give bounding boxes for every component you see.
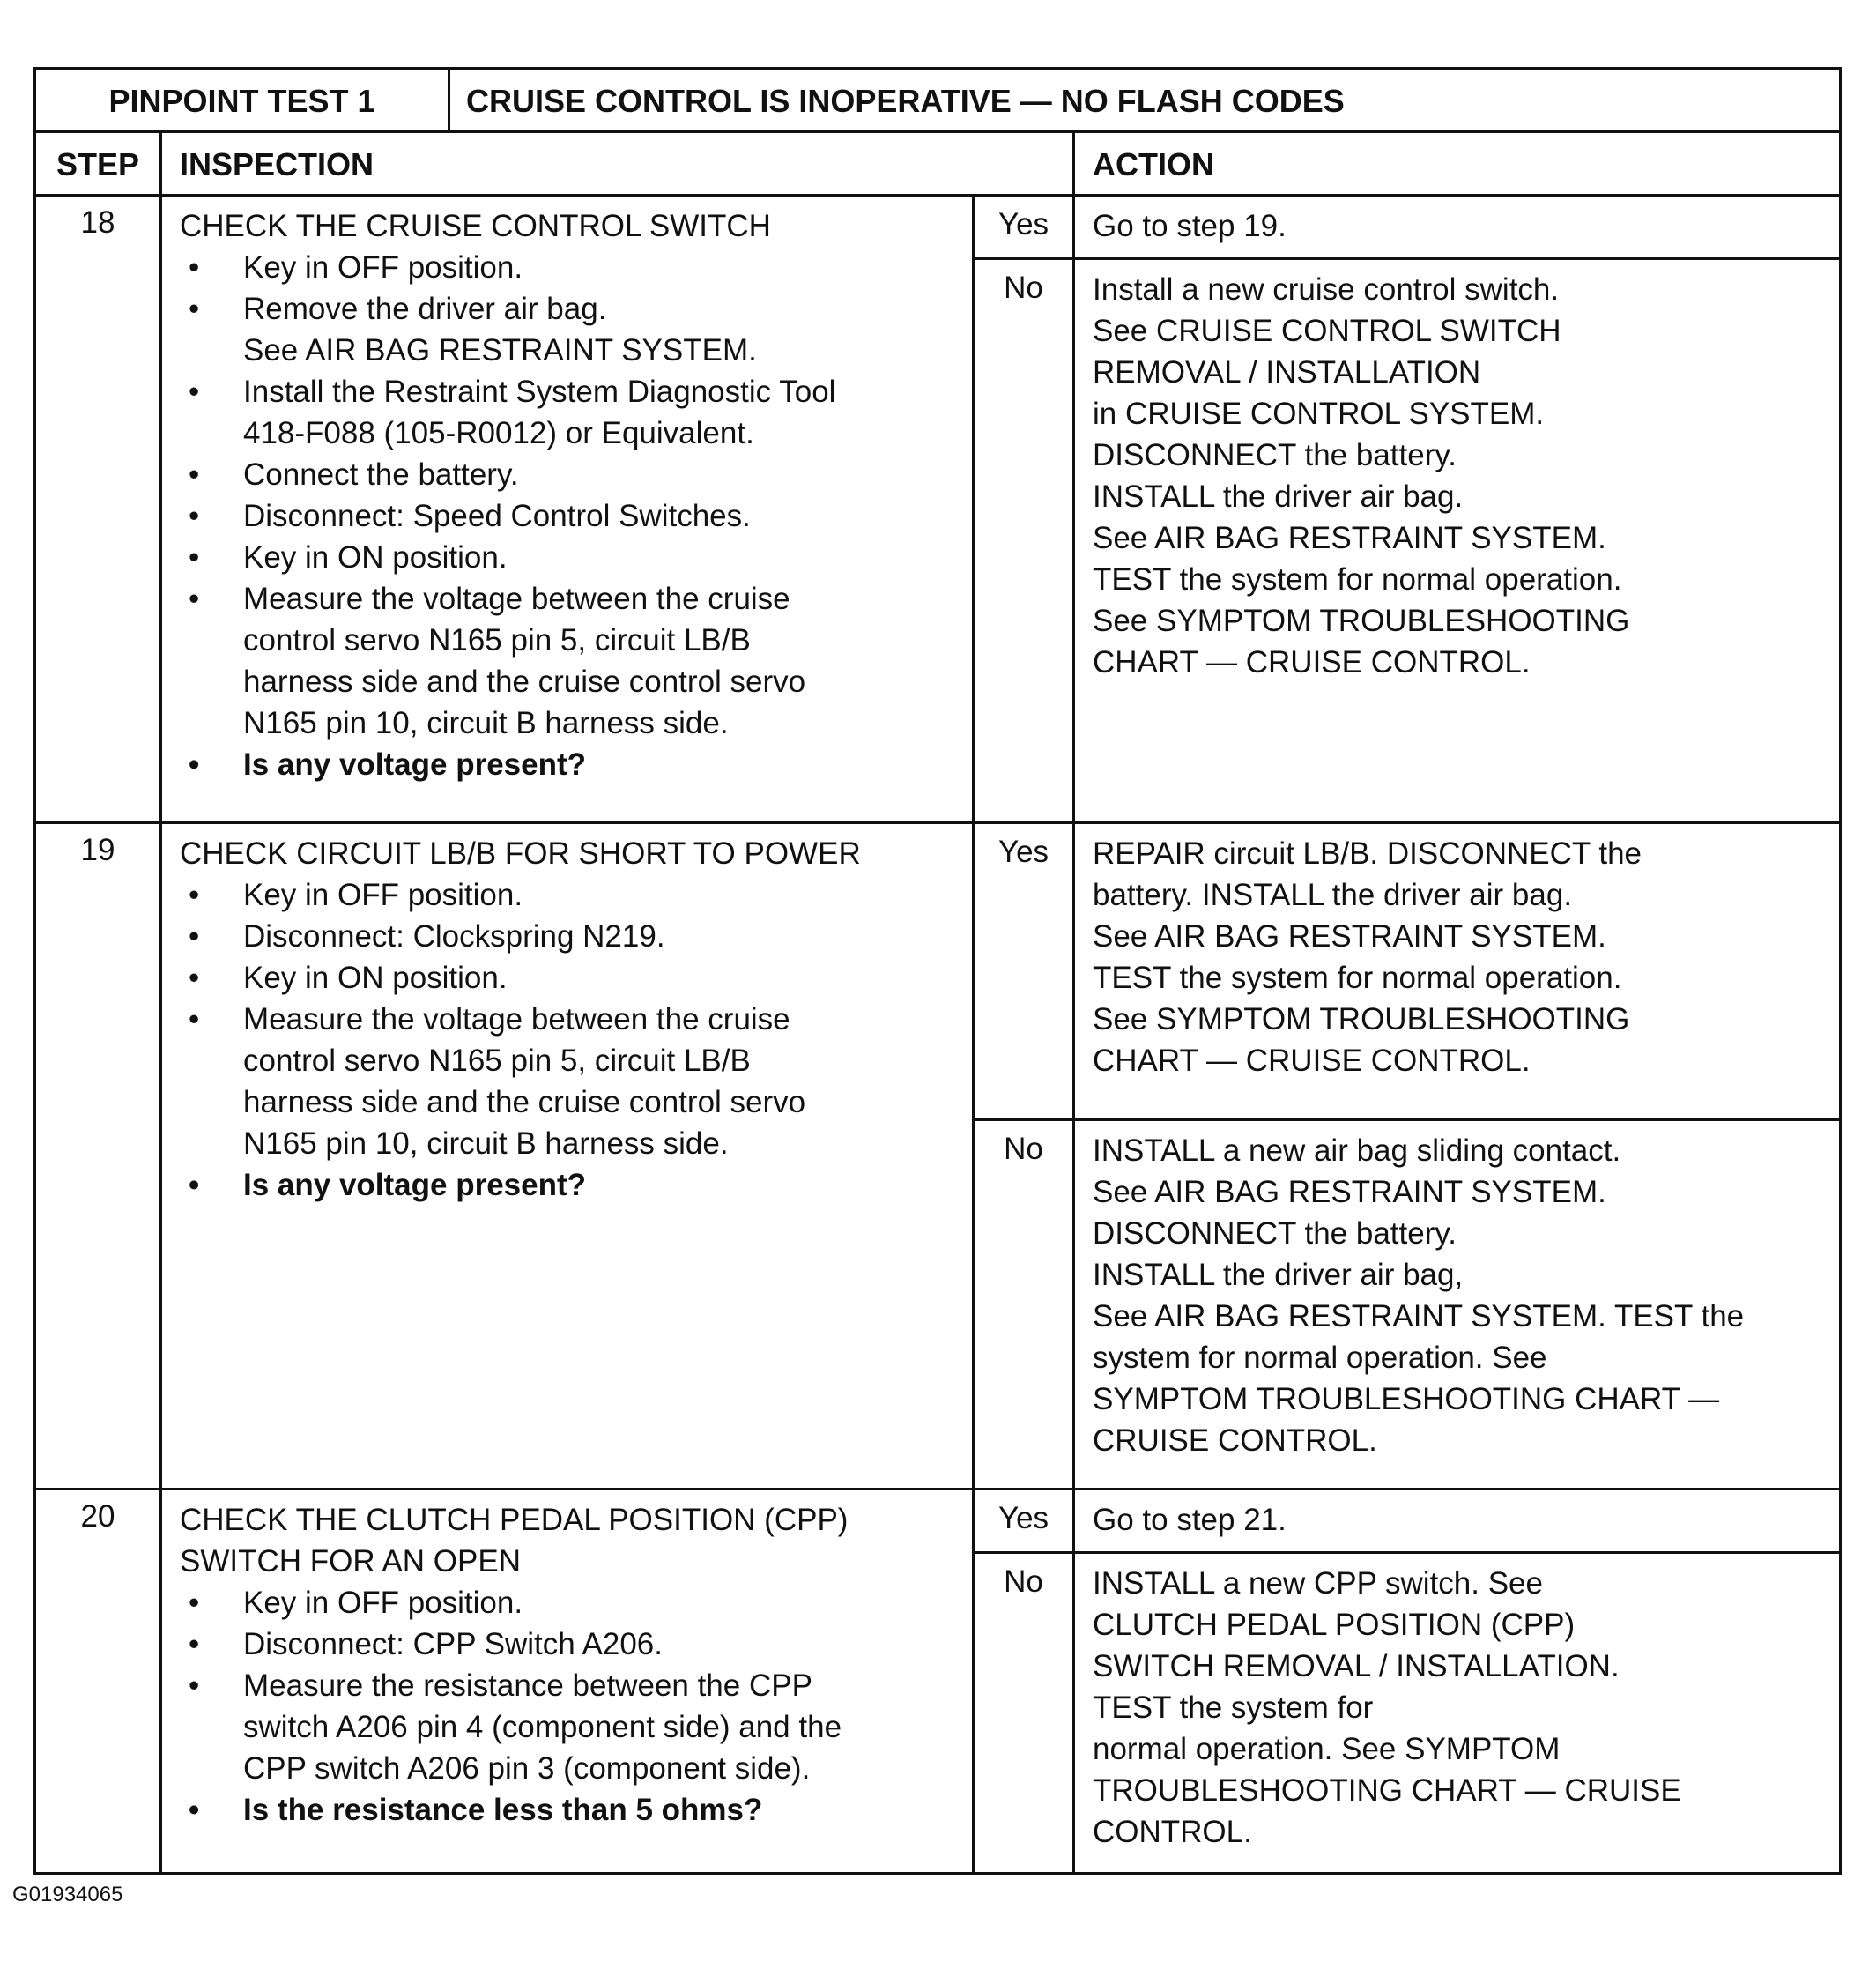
inspection-bullet: • Install the Restraint System Diagnostic Tool 418-F088 (105-R0012) or Equivalent. bbox=[180, 371, 963, 454]
step-number: 19 bbox=[36, 824, 162, 1488]
no-action: INSTALL a new CPP switch. See CLUTCH PEDAL POSITION (CPP) SWITCH REMOVAL / INSTALLATION. TEST the system for normal operation. See SYMPTOM TROUBLESHOOTING CHART — CRUISE CONTROL. bbox=[1093, 1566, 1681, 1849]
pinpoint-test-table bbox=[33, 67, 1842, 1875]
inspection-cell bbox=[162, 197, 975, 821]
inspection-bullet: • Disconnect: Clockspring N219. bbox=[180, 916, 963, 957]
inspection-question: • Is any voltage present? bbox=[180, 744, 963, 785]
figure-code: G01934065 bbox=[12, 1883, 123, 1906]
answers-cell bbox=[975, 197, 1839, 821]
inspection-bullet: • Measure the voltage between the cruise control servo N165 pin 5, circuit LB/B harness side and the cruise control servo N165 pin 10, circuit B harness side. bbox=[180, 999, 963, 1164]
inspection-bullet: • Remove the driver air bag. See AIR BAG RESTRAINT SYSTEM. bbox=[180, 288, 963, 371]
inspection-question: • Is the resistance less than 5 ohms? bbox=[180, 1789, 963, 1831]
inspection-bullet: • Connect the battery. bbox=[180, 454, 963, 495]
inspection-bullet: • Key in ON position. bbox=[180, 957, 963, 999]
inspection-bullets bbox=[180, 1582, 963, 1831]
no-action: INSTALL a new air bag sliding contact. See AIR BAG RESTRAINT SYSTEM. DISCONNECT the battery. INSTALL the driver air bag, See AIR BAG RESTRAINT SYSTEM. TEST the system for normal operation. See SYMPTOM TROUBLESHOOTING CHART — CRUISE CONTROL. bbox=[1093, 1133, 1745, 1458]
no-label: No bbox=[975, 260, 1075, 821]
inspection-bullet: • Disconnect: CPP Switch A206. bbox=[180, 1623, 963, 1665]
step-number: 20 bbox=[36, 1490, 162, 1872]
answers-cell bbox=[975, 824, 1839, 1488]
yes-action: Go to step 21. bbox=[1093, 1503, 1287, 1537]
yes-label: Yes bbox=[975, 1490, 1075, 1551]
title-row bbox=[36, 70, 1839, 133]
answer-yes bbox=[975, 824, 1839, 1121]
inspection-cell bbox=[162, 824, 975, 1488]
step-row-18 bbox=[36, 197, 1839, 824]
inspection-bullet: • Key in OFF position. bbox=[180, 247, 963, 288]
answer-no bbox=[975, 1554, 1839, 1872]
inspection-title: CHECK CIRCUIT LB/B FOR SHORT TO POWER bbox=[180, 836, 861, 871]
inspection-question: • Is any voltage present? bbox=[180, 1164, 963, 1206]
answer-yes bbox=[975, 197, 1839, 260]
inspection-cell bbox=[162, 1490, 975, 1872]
no-label: No bbox=[975, 1121, 1075, 1488]
inspection-title: CHECK THE CRUISE CONTROL SWITCH bbox=[180, 209, 771, 243]
inspection-bullet: • Measure the resistance between the CPP switch A206 pin 4 (component side) and the CPP switch A206 pin 3 (component side). bbox=[180, 1665, 963, 1789]
answer-no bbox=[975, 260, 1839, 821]
inspection-bullet: • Measure the voltage between the cruise control servo N165 pin 5, circuit LB/B harness side and the cruise control servo N165 pin 10, circuit B harness side. bbox=[180, 578, 963, 744]
header-row bbox=[36, 133, 1839, 197]
inspection-bullet: • Disconnect: Speed Control Switches. bbox=[180, 495, 963, 537]
inspection-bullets bbox=[180, 247, 963, 785]
no-action: Install a new cruise control switch. See CRUISE CONTROL SWITCH REMOVAL / INSTALLATION in CRUISE CONTROL SYSTEM. DISCONNECT the battery. INSTALL the driver air bag. See AIR BAG RESTRAINT SYSTEM. TEST the system for normal operation. See SYMPTOM TROUBLESHOOTING CHART — CRUISE CONTROL. bbox=[1093, 272, 1630, 680]
inspection-title: CHECK THE CLUTCH PEDAL POSITION (CPP) SWITCH FOR AN OPEN bbox=[180, 1503, 849, 1579]
header-inspection: INSPECTION bbox=[162, 133, 1075, 194]
inspection-bullet: • Key in ON position. bbox=[180, 537, 963, 578]
test-title: CRUISE CONTROL IS INOPERATIVE — NO FLASH CODES bbox=[466, 83, 1345, 119]
inspection-bullets bbox=[180, 874, 963, 1206]
yes-label: Yes bbox=[975, 824, 1075, 1118]
header-step: STEP bbox=[36, 133, 162, 194]
answers-cell bbox=[975, 1490, 1839, 1872]
inspection-bullet: • Key in OFF position. bbox=[180, 874, 963, 916]
step-row-20 bbox=[36, 1490, 1839, 1872]
yes-action: Go to step 19. bbox=[1093, 209, 1287, 243]
inspection-bullet: • Key in OFF position. bbox=[180, 1582, 963, 1623]
yes-action: REPAIR circuit LB/B. DISCONNECT the battery. INSTALL the driver air bag. See AIR BAG RESTRAINT SYSTEM. TEST the system for normal operation. See SYMPTOM TROUBLESHOOTING CHART — CRUISE CONTROL. bbox=[1093, 836, 1642, 1078]
answer-yes bbox=[975, 1490, 1839, 1554]
header-action: ACTION bbox=[1093, 146, 1214, 182]
no-label: No bbox=[975, 1554, 1075, 1872]
yes-label: Yes bbox=[975, 197, 1075, 257]
test-label: PINPOINT TEST 1 bbox=[36, 70, 450, 130]
step-row-19 bbox=[36, 824, 1839, 1490]
step-number: 18 bbox=[36, 197, 162, 821]
answer-no bbox=[975, 1121, 1839, 1488]
